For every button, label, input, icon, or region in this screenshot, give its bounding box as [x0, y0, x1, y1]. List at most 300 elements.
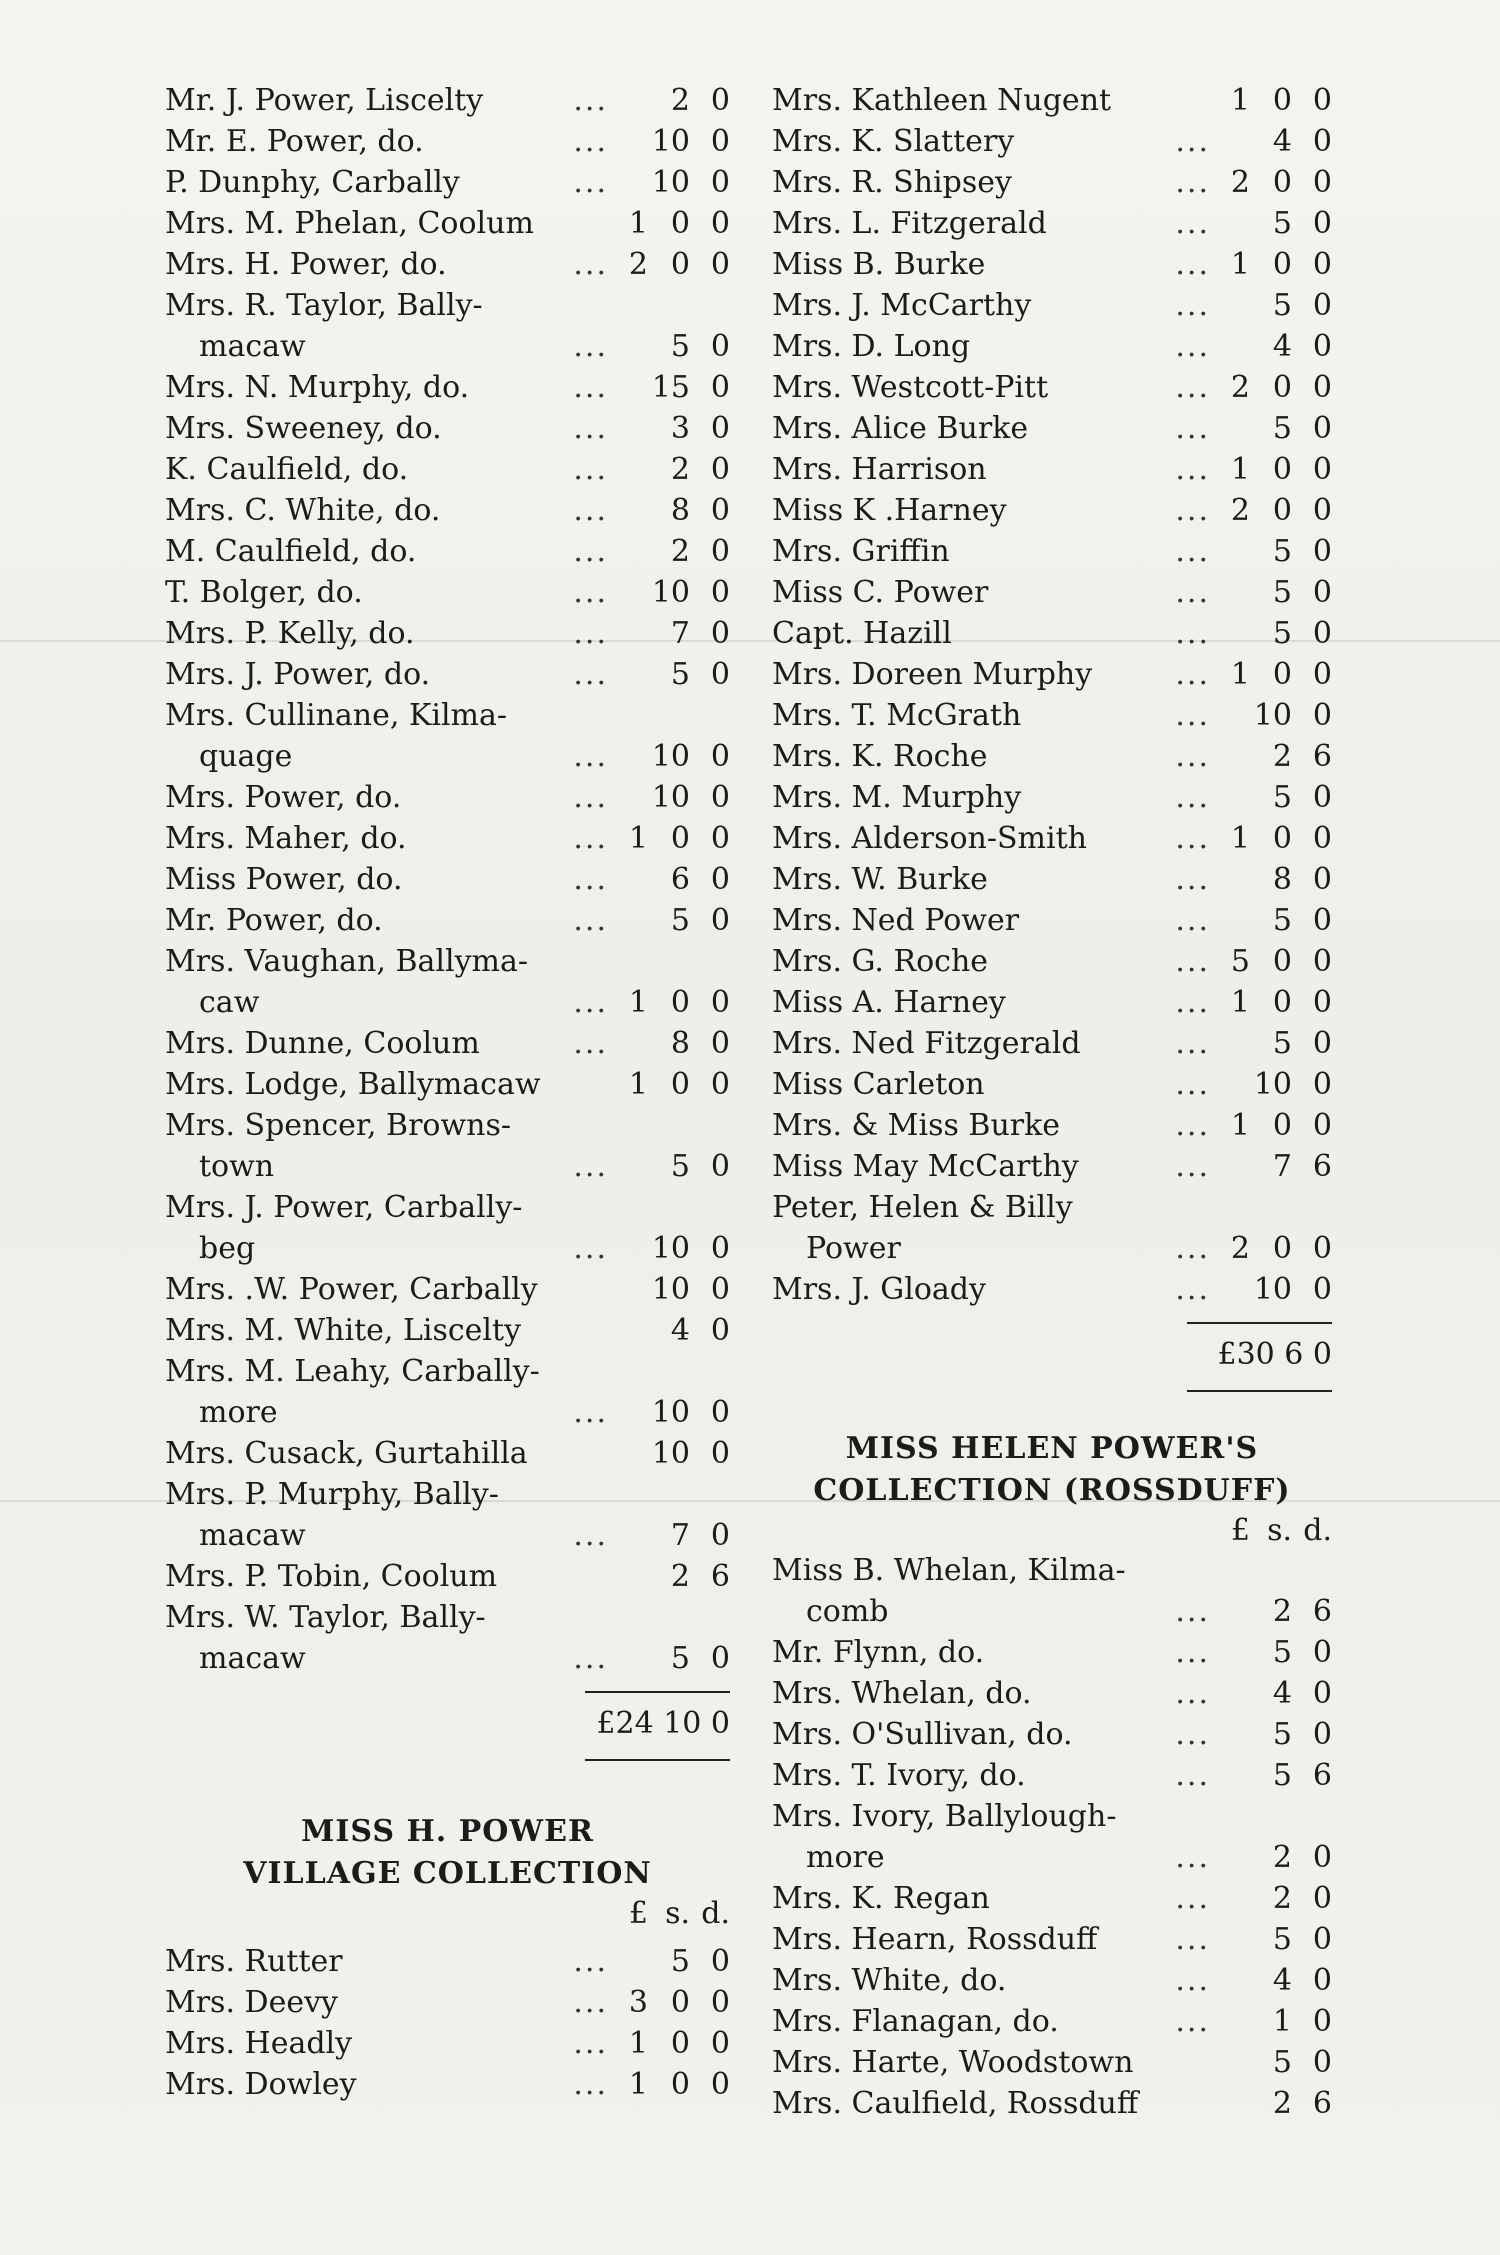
leader-dots: ... — [1175, 534, 1210, 569]
leader-dots: ... — [573, 493, 608, 528]
shillings-value: 5 — [1272, 534, 1292, 569]
shillings-value: 10 — [651, 1395, 690, 1430]
list-item — [772, 1714, 1332, 1755]
amount — [608, 1982, 730, 2023]
shillings-value: 5 — [1272, 780, 1292, 815]
subscriber-name-continued: town — [199, 1149, 275, 1184]
pence-value: 0 — [710, 862, 730, 897]
pounds-value: 1 — [1230, 83, 1250, 118]
list-item — [165, 285, 730, 367]
shillings-value: 5 — [1272, 616, 1292, 651]
rossduff-collection-title — [772, 1428, 1332, 1512]
subscriber-name: Peter, Helen & Billy — [772, 1190, 1073, 1225]
amount — [1210, 1228, 1332, 1269]
shillings-value: 0 — [1272, 165, 1292, 200]
leader-dots: ... — [573, 124, 608, 159]
subscriber-name-continued: comb — [806, 1594, 889, 1629]
shillings-value: 4 — [1272, 1676, 1292, 1711]
pence-value: 0 — [710, 1395, 730, 1430]
subscriber-name: Mrs. D. Long — [772, 329, 971, 364]
pence-value: 0 — [710, 985, 730, 1020]
section-title-line: VILLAGE COLLECTION — [243, 1856, 652, 1891]
pounds-value — [1210, 900, 1250, 941]
shillings-value: 2 — [1272, 1594, 1292, 1629]
shillings-value: 15 — [651, 370, 690, 405]
leader-dots: ... — [573, 903, 608, 938]
subscriber-name: Mrs. Cullinane, Kilma- — [165, 698, 508, 733]
leader-dots: ... — [573, 657, 608, 692]
subscriber-name: Mr. Flynn, do. — [772, 1635, 985, 1670]
subscriber-name: Miss Carleton — [772, 1067, 985, 1102]
pounds-value — [1210, 1591, 1250, 1632]
pounds-value — [608, 1515, 648, 1556]
amount — [1210, 1878, 1332, 1919]
shillings-value: 10 — [651, 1436, 690, 1471]
shillings-value: 7 — [1272, 1149, 1292, 1184]
pounds-value — [608, 326, 648, 367]
subscriber-name: Miss Power, do. — [165, 862, 403, 897]
leader-dots: ... — [573, 575, 608, 610]
shillings-value: 10 — [1253, 1067, 1292, 1102]
list-item — [165, 1474, 730, 1556]
subscriber-name: Mrs. J. Power, Carbally- — [165, 1190, 523, 1225]
pence-value: 0 — [1312, 452, 1332, 487]
amount — [1210, 695, 1332, 736]
leader-dots: ... — [1175, 862, 1210, 897]
subscriber-name: Mrs. .W. Power, Carbally — [165, 1272, 538, 1307]
amount — [1210, 1064, 1332, 1105]
shillings-value: 4 — [1272, 329, 1292, 364]
pence-value: 0 — [1312, 493, 1332, 528]
amount — [608, 900, 730, 941]
pence-value: 0 — [1312, 1922, 1332, 1957]
pounds-value — [1210, 203, 1250, 244]
shillings-value: 10 — [651, 124, 690, 159]
shillings-value: 7 — [670, 616, 690, 651]
subscriber-name-continued: beg — [199, 1231, 256, 1266]
leader-dots: ... — [1175, 780, 1210, 815]
list-item — [165, 1269, 730, 1310]
list-item — [165, 613, 730, 654]
pence-value: 6 — [1312, 2086, 1332, 2121]
subscriber-name: Mrs. T. Ivory, do. — [772, 1758, 1026, 1793]
leader-dots: ... — [1175, 452, 1210, 487]
amount — [608, 203, 730, 244]
pounds-value — [1210, 2001, 1250, 2042]
amount — [608, 1228, 730, 1269]
pence-value: 0 — [1312, 780, 1332, 815]
subscriber-name: Mrs. Sweeney, do. — [165, 411, 442, 446]
pounds-value — [1210, 1755, 1250, 1796]
subscriber-list — [772, 80, 1332, 1310]
total-rule — [1187, 1322, 1332, 1324]
subscriber-name: Mrs. Flanagan, do. — [772, 2004, 1059, 2039]
pounds-value — [1210, 531, 1250, 572]
list-item — [165, 1105, 730, 1187]
shillings-value: 0 — [670, 821, 690, 856]
amount — [1210, 1919, 1332, 1960]
leader-dots: ... — [1175, 1758, 1210, 1793]
pence-value: 0 — [1312, 370, 1332, 405]
list-item — [165, 449, 730, 490]
shillings-value: 6 — [670, 862, 690, 897]
amount — [608, 2023, 730, 2064]
list-item — [772, 1269, 1332, 1310]
pence-value: 0 — [1312, 83, 1332, 118]
pounds-value — [1210, 695, 1250, 736]
shillings-value: 0 — [670, 247, 690, 282]
list-item — [772, 203, 1332, 244]
list-item — [165, 1597, 730, 1679]
amount — [608, 654, 730, 695]
list-item — [165, 900, 730, 941]
subscriber-name: Mrs. W. Burke — [772, 862, 988, 897]
pence-value: 0 — [710, 83, 730, 118]
total-rule — [585, 1759, 730, 1761]
list-item — [165, 1982, 730, 2023]
subscriber-name: T. Bolger, do. — [165, 575, 363, 610]
leader-dots: ... — [573, 83, 608, 118]
subscriber-name: Mrs. Doreen Murphy — [772, 657, 1093, 692]
list-item — [165, 777, 730, 818]
pence-value: 0 — [710, 739, 730, 774]
pounds-value — [1210, 1837, 1250, 1878]
pounds-value — [1210, 859, 1250, 900]
shillings-value: 5 — [1272, 1717, 1292, 1752]
shillings-value: 5 — [670, 1641, 690, 1676]
amount — [1210, 982, 1332, 1023]
pence-value: 0 — [1312, 903, 1332, 938]
subscriber-name: Mrs. Headly — [165, 2026, 353, 2061]
list-item — [772, 449, 1332, 490]
leader-dots: ... — [1175, 1717, 1210, 1752]
subscriber-name: Mrs. R. Shipsey — [772, 165, 1012, 200]
subscriber-name: Mrs. N. Murphy, do. — [165, 370, 470, 405]
subscriber-name: Mrs. White, do. — [772, 1963, 1007, 1998]
leader-dots: ... — [1175, 698, 1210, 733]
subscriber-name-continued: more — [806, 1840, 885, 1875]
list-item — [165, 162, 730, 203]
list-item — [165, 1064, 730, 1105]
shillings-value: 5 — [1272, 2045, 1292, 2080]
pounds-value — [1210, 121, 1250, 162]
list-item — [772, 367, 1332, 408]
amount — [1210, 1105, 1332, 1146]
pounds-value: 2 — [628, 247, 648, 282]
pounds-value — [608, 654, 648, 695]
amount — [608, 1064, 730, 1105]
shillings-value: 10 — [651, 1272, 690, 1307]
pounds-value: 1 — [628, 206, 648, 241]
pence-value: 0 — [1312, 1840, 1332, 1875]
subscriber-name: Mrs. Vaughan, Ballyma- — [165, 944, 528, 979]
section-title-line: MISS HELEN POWER'S — [845, 1431, 1259, 1466]
list-item — [165, 1023, 730, 1064]
pence-value: 0 — [1312, 2004, 1332, 2039]
list-item — [772, 982, 1332, 1023]
list-item — [772, 80, 1332, 121]
list-item — [772, 695, 1332, 736]
subscriber-name: Miss K .Harney — [772, 493, 1007, 528]
list-item — [772, 162, 1332, 203]
amount — [1210, 1673, 1332, 1714]
amount — [608, 367, 730, 408]
shillings-value: 2 — [1272, 2086, 1292, 2121]
list-item — [772, 490, 1332, 531]
leader-dots: ... — [573, 534, 608, 569]
amount — [1210, 162, 1332, 203]
leader-dots: ... — [1175, 288, 1210, 323]
pence-value: 0 — [710, 1641, 730, 1676]
leader-dots: ... — [573, 329, 608, 364]
amount — [1210, 408, 1332, 449]
subscriber-name: Mrs. Dowley — [165, 2067, 357, 2102]
pence-value: 0 — [710, 575, 730, 610]
pounds-value: 1 — [628, 821, 648, 856]
list-item — [165, 654, 730, 695]
pence-value: 0 — [1312, 657, 1332, 692]
list-item — [772, 1064, 1332, 1105]
pounds-value: 5 — [1230, 944, 1250, 979]
leader-dots: ... — [1175, 575, 1210, 610]
amount — [608, 449, 730, 490]
shillings-value: 5 — [1272, 206, 1292, 241]
subscriber-name-continued: quage — [199, 739, 293, 774]
shillings-value: 10 — [651, 165, 690, 200]
leader-dots: ... — [1175, 1231, 1210, 1266]
subscriber-name: Mrs. L. Fitzgerald — [772, 206, 1047, 241]
shillings-value: 10 — [651, 780, 690, 815]
pence-value: 0 — [710, 452, 730, 487]
leader-dots: ... — [1175, 657, 1210, 692]
pounds-value — [608, 121, 648, 162]
amount — [608, 162, 730, 203]
shillings-value: 0 — [1272, 83, 1292, 118]
pence-value: 0 — [710, 124, 730, 159]
pounds-value: 1 — [1230, 1108, 1250, 1143]
list-item — [165, 818, 730, 859]
subscriber-name: Mr. J. Power, Liscelty — [165, 83, 484, 118]
leader-dots: ... — [1175, 1272, 1210, 1307]
shillings-value: 5 — [670, 1149, 690, 1184]
amount — [1210, 1632, 1332, 1673]
amount — [1210, 1714, 1332, 1755]
pence-value: 6 — [1312, 739, 1332, 774]
village-collection-title — [165, 1811, 730, 1895]
pounds-value — [608, 449, 648, 490]
subscriber-name-continued: caw — [199, 985, 260, 1020]
shillings-value: 10 — [651, 1231, 690, 1266]
subscriber-name: Miss A. Harney — [772, 985, 1006, 1020]
pence-value: 0 — [710, 1067, 730, 1102]
shillings-value: 0 — [670, 985, 690, 1020]
amount — [608, 1515, 730, 1556]
shillings-value: 3 — [670, 411, 690, 446]
list-item — [772, 1105, 1332, 1146]
subscriber-name: Mrs. Cusack, Gurtahilla — [165, 1436, 528, 1471]
pounds-value — [608, 1556, 648, 1597]
pounds-value: 1 — [628, 985, 648, 1020]
list-item — [165, 1187, 730, 1269]
leader-dots: ... — [573, 247, 608, 282]
subscriber-name: Mrs. Lodge, Ballymacaw — [165, 1067, 541, 1102]
pounds-value — [1210, 1673, 1250, 1714]
shillings-value: 0 — [1272, 821, 1292, 856]
pounds-value — [608, 1310, 648, 1351]
subscriber-name: Mrs. H. Power, do. — [165, 247, 447, 282]
pounds-value: 1 — [1230, 452, 1250, 487]
pence-value: 0 — [1312, 1717, 1332, 1752]
shillings-value: 0 — [1272, 247, 1292, 282]
list-item — [165, 941, 730, 1023]
pounds-value — [1210, 2083, 1250, 2124]
list-item — [772, 1023, 1332, 1064]
leader-dots: ... — [1175, 985, 1210, 1020]
list-item — [165, 490, 730, 531]
amount — [608, 859, 730, 900]
subscriber-name: Mrs. G. Roche — [772, 944, 989, 979]
subscriber-name-continued: more — [199, 1395, 278, 1430]
pounds-value — [608, 900, 648, 941]
subscriber-name: Mrs. P. Kelly, do. — [165, 616, 415, 651]
leader-dots: ... — [1175, 1676, 1210, 1711]
amount — [1210, 1023, 1332, 1064]
subscriber-name: Mrs. O'Sullivan, do. — [772, 1717, 1073, 1752]
shillings-value: 8 — [670, 493, 690, 528]
amount — [608, 1556, 730, 1597]
amount — [1210, 531, 1332, 572]
total-rule — [1187, 1390, 1332, 1392]
shillings-value: 4 — [1272, 1963, 1292, 1998]
amount — [608, 777, 730, 818]
list-item — [772, 2042, 1332, 2083]
amount — [1210, 654, 1332, 695]
pounds-value — [608, 531, 648, 572]
shillings-value: 5 — [1272, 411, 1292, 446]
amount — [608, 326, 730, 367]
amount — [1210, 572, 1332, 613]
shillings-value: 5 — [1272, 575, 1292, 610]
leader-dots: ... — [1175, 821, 1210, 856]
pounds-value: 1 — [628, 1067, 648, 1102]
shillings-value: 0 — [1272, 493, 1292, 528]
subscriber-name: Mrs. Kathleen Nugent — [772, 83, 1112, 118]
subscriber-name: Mrs. Maher, do. — [165, 821, 407, 856]
subscriber-name: Mrs. & Miss Burke — [772, 1108, 1061, 1143]
pounds-value — [608, 613, 648, 654]
pence-value: 0 — [1312, 1963, 1332, 1998]
pounds-value — [1210, 1878, 1250, 1919]
shillings-value: 8 — [1272, 862, 1292, 897]
pence-value: 0 — [710, 411, 730, 446]
subscriber-name: Mrs. Alice Burke — [772, 411, 1029, 446]
amount — [608, 121, 730, 162]
list-item — [772, 1632, 1332, 1673]
subscriber-name: Mrs. P. Tobin, Coolum — [165, 1559, 498, 1594]
leader-dots: ... — [1175, 247, 1210, 282]
amount — [1210, 818, 1332, 859]
shillings-value: 10 — [1253, 698, 1292, 733]
shillings-value: 4 — [670, 1313, 690, 1348]
pounds-value: 2 — [1230, 493, 1250, 528]
subscriber-name: Mrs. Harrison — [772, 452, 987, 487]
leader-dots: ... — [573, 821, 608, 856]
pounds-value — [608, 408, 648, 449]
pence-value: 0 — [710, 1272, 730, 1307]
list-item — [772, 654, 1332, 695]
subscriber-name: Mrs. M. Phelan, Coolum — [165, 206, 534, 241]
subscriber-name: Miss B. Whelan, Kilma- — [772, 1553, 1126, 1588]
pounds-value — [608, 572, 648, 613]
amount — [608, 80, 730, 121]
leader-dots: ... — [1175, 165, 1210, 200]
leader-dots: ... — [1175, 1108, 1210, 1143]
pounds-value — [1210, 408, 1250, 449]
pounds-value — [608, 80, 648, 121]
shillings-value: 5 — [670, 657, 690, 692]
subscriber-name-continued: macaw — [199, 1641, 306, 1676]
list-item — [165, 572, 730, 613]
amount — [1210, 244, 1332, 285]
list-item — [772, 1187, 1332, 1269]
pence-value: 0 — [710, 821, 730, 856]
list-item — [772, 859, 1332, 900]
list-item — [165, 695, 730, 777]
shillings-value: 0 — [1272, 657, 1292, 692]
leader-dots: ... — [1175, 206, 1210, 241]
subscriber-name: Mr. Power, do. — [165, 903, 383, 938]
amount — [1210, 1837, 1332, 1878]
list-item — [772, 1755, 1332, 1796]
amount — [1210, 1755, 1332, 1796]
pounds-value — [1210, 1064, 1250, 1105]
pounds-value — [1210, 1714, 1250, 1755]
pence-value: 0 — [710, 1149, 730, 1184]
leader-dots: ... — [1175, 616, 1210, 651]
right-column — [772, 80, 1332, 2124]
shillings-value: 0 — [1272, 370, 1292, 405]
pence-header: d. — [1303, 1513, 1332, 1548]
pence-value: 0 — [1312, 206, 1332, 241]
subscriber-name: K. Caulfield, do. — [165, 452, 409, 487]
pence-value: 0 — [1312, 1635, 1332, 1670]
leader-dots: ... — [1175, 370, 1210, 405]
shillings-value: 2 — [1272, 1840, 1292, 1875]
list-item — [772, 572, 1332, 613]
pence-value: 0 — [710, 493, 730, 528]
amount — [608, 2064, 730, 2105]
list-item — [772, 244, 1332, 285]
pounds-value — [608, 162, 648, 203]
rossduff-list — [772, 1550, 1332, 2124]
list-item — [165, 244, 730, 285]
leader-dots: ... — [1175, 1594, 1210, 1629]
leader-dots: ... — [573, 1518, 608, 1553]
right-total: £30 6 0 — [1217, 1337, 1332, 1372]
amount — [608, 613, 730, 654]
pounds-value: 2 — [1230, 165, 1250, 200]
amount — [1210, 490, 1332, 531]
pounds-value: 3 — [628, 1985, 648, 2020]
pence-value: 0 — [1312, 165, 1332, 200]
pounds-value — [1210, 326, 1250, 367]
subscriber-name: Mrs. Ned Fitzgerald — [772, 1026, 1081, 1061]
pence-value: 0 — [710, 1313, 730, 1348]
leader-dots: ... — [573, 1985, 608, 2020]
amount — [1210, 2001, 1332, 2042]
pounds-value: 1 — [1230, 985, 1250, 1020]
amount — [1210, 777, 1332, 818]
